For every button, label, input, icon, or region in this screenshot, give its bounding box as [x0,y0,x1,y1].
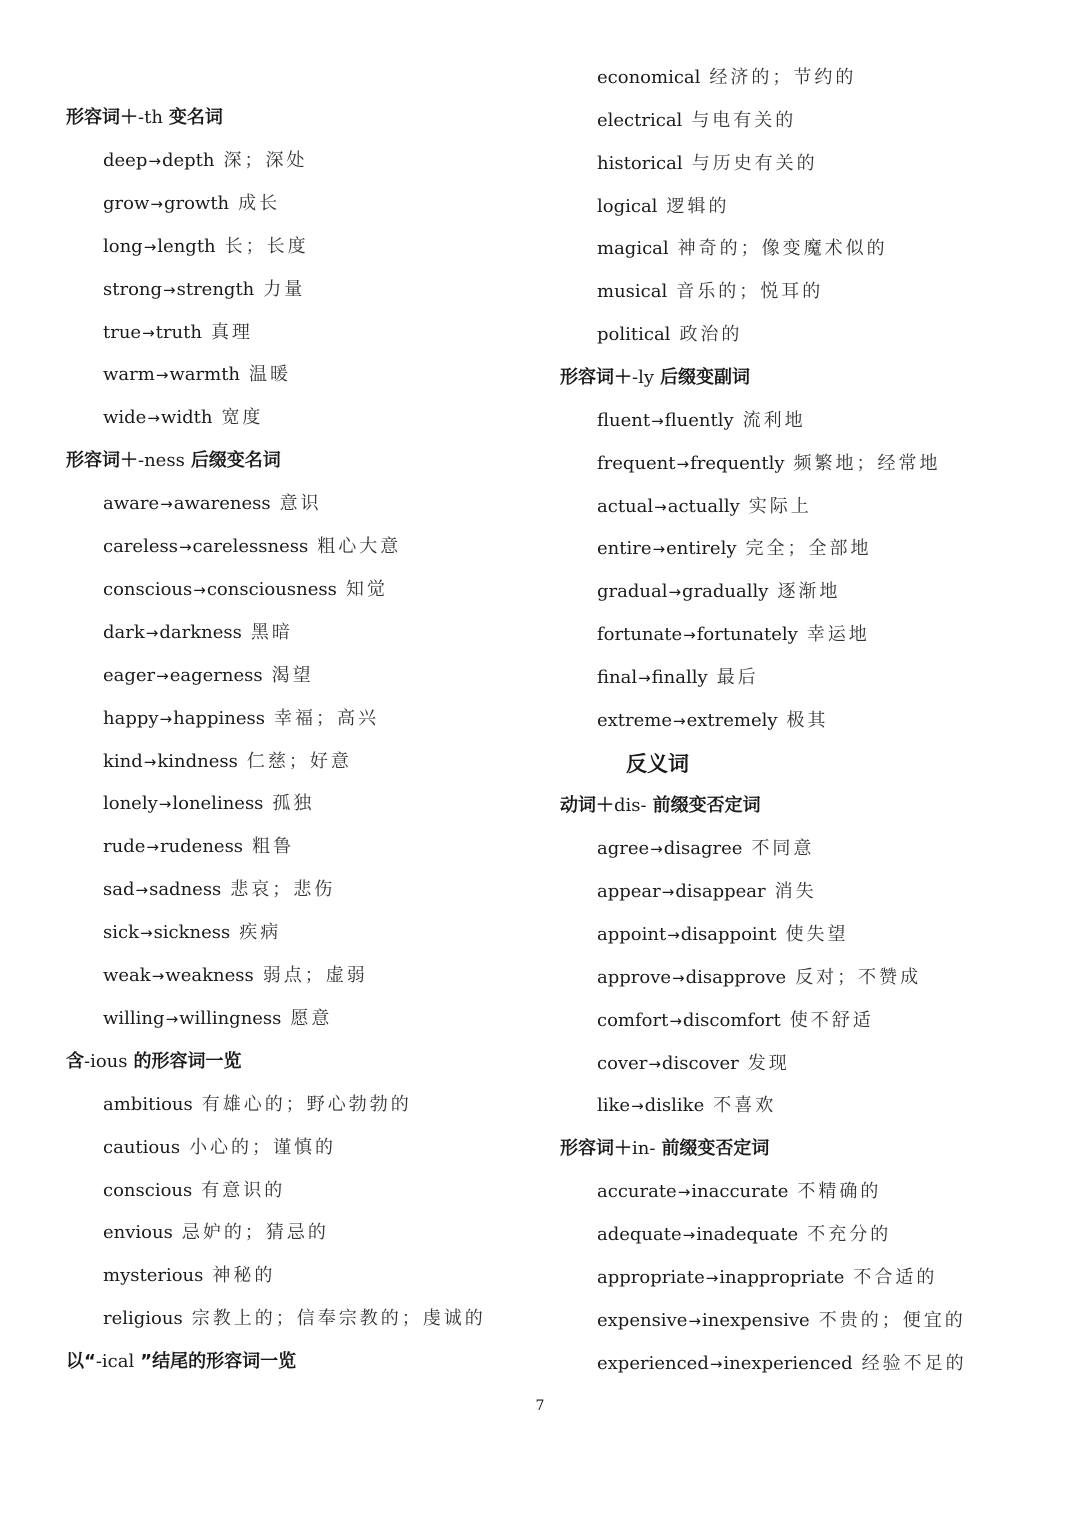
chinese-meaning: 音乐的；悦耳的 [676,281,824,303]
vocab-entry [597,537,872,561]
arrow-icon: → [631,1097,644,1116]
chinese-meaning: 幸运地 [806,624,870,646]
chinese-meaning: 不喜欢 [713,1095,777,1117]
vocab-entry [103,578,388,602]
chinese-meaning: 意识 [279,493,322,515]
derived-word: actually [667,495,740,517]
chinese-meaning: 知觉 [345,578,388,600]
vocab-entry [103,1136,336,1160]
arrow-icon: → [143,752,157,771]
arrow-icon: → [709,1354,723,1373]
chinese-meaning: 极其 [786,709,829,731]
arrow-icon: → [688,1311,701,1330]
heading-zh-suffix: 后缀变副词 [660,366,751,388]
arrow-icon: → [668,583,682,602]
vocab-entry [103,964,368,988]
derived-word: inappropriate [719,1266,845,1288]
base-word: appropriate [597,1266,705,1288]
vocab-entry [103,878,335,902]
base-word: eager [103,664,156,686]
vocab-entry [103,149,307,173]
vocab-entry [103,792,314,816]
chinese-meaning: 完全；全部地 [745,538,872,560]
arrow-icon: → [145,623,159,642]
vocab-entry [103,621,293,645]
vocab-entry [597,709,829,733]
heading-zh: 形容词＋ [66,450,138,472]
vocab-entry [597,880,817,904]
vocab-entry [597,152,818,176]
arrow-icon: → [139,924,153,943]
vocab-entry [103,1093,412,1117]
base-word: dark [103,621,145,643]
section-heading [66,449,281,473]
arrow-icon: → [135,881,149,900]
chinese-meaning: 逐渐地 [777,581,841,603]
vocab-entry [103,1264,275,1288]
arrow-icon: → [654,497,667,516]
base-word: true [103,321,142,343]
chinese-meaning: 逻辑的 [666,195,730,217]
arrow-icon: → [673,711,686,730]
base-word: willing [103,1007,165,1029]
chinese-meaning: 深；深处 [223,149,308,171]
derived-word: inadequate [696,1223,799,1245]
base-word: weak [103,965,151,986]
heading-zh: 以“ [66,1351,96,1373]
derived-word: finally [651,666,708,688]
vocab-entry [597,1180,881,1204]
derived-word: discomfort [682,1009,781,1031]
heading-zh: 动词＋ [560,795,614,817]
chinese-meaning: 与电有关的 [691,109,797,131]
chinese-meaning: 神秘的 [212,1265,276,1287]
derived-word: depth [161,149,215,171]
word: logical [597,195,658,217]
chinese-meaning: 有雄心的；野心勃勃的 [201,1093,412,1115]
heading-affix: in- [632,1138,656,1160]
derived-word: sadness [149,879,222,901]
section-heading [560,366,750,390]
derived-word: warmth [169,364,241,386]
base-word: like [597,1095,631,1117]
heading-zh: 形容词＋ [66,107,138,128]
chinese-meaning: 不贵的；便宜的 [818,1309,966,1331]
chinese-meaning: 宗教上的；信奉宗教的；虔诚的 [191,1308,486,1330]
chinese-meaning: 与历史有关的 [691,152,818,174]
vocab-entry [103,1007,332,1031]
vocab-entry [597,666,759,690]
arrow-icon: → [683,626,696,645]
base-word: fortunate [597,624,683,646]
base-word: sad [103,879,135,901]
chinese-meaning: 孤独 [272,793,315,815]
base-word: adequate [597,1223,682,1245]
chinese-meaning: 不精确的 [797,1181,882,1203]
chinese-meaning: 使不舒适 [789,1009,874,1031]
base-word: wide [103,407,147,429]
chinese-meaning: 疾病 [239,922,282,944]
vocab-entry [103,750,352,774]
base-word: actual [597,495,654,517]
vocab-entry [103,321,253,345]
chinese-meaning: 宽度 [221,407,264,429]
base-word: strong [103,278,163,300]
base-word: conscious [103,578,193,600]
section-heading [66,1050,242,1074]
chinese-meaning: 粗鲁 [252,836,295,858]
vocab-entry [597,323,742,347]
arrow-icon: → [638,668,651,687]
chinese-meaning: 真理 [210,321,253,343]
antonyms-heading: 反义词 [626,751,689,776]
vocab-entry [103,235,309,259]
heading-zh-suffix: 的形容词一览 [133,1050,242,1072]
arrow-icon: → [193,580,206,599]
derived-word: width [160,407,213,429]
vocab-entry [597,237,888,261]
derived-word: discover [661,1052,739,1074]
derived-word: rudeness [159,836,244,858]
vocab-entry [103,492,322,516]
vocab-entry [103,278,305,302]
vocab-entry [597,1266,937,1290]
chinese-meaning: 黑暗 [250,621,293,643]
chinese-meaning: 不合适的 [853,1266,938,1288]
vocab-entry [597,1352,967,1376]
vocab-entry [597,1309,966,1333]
heading-zh-suffix: 前缀变否定词 [661,1138,770,1160]
derived-word: length [157,235,216,257]
heading-affix: -th [138,107,163,128]
derived-word: disagree [663,838,743,860]
arrow-icon: → [156,666,169,685]
heading-affix: -ious [84,1050,128,1072]
chinese-meaning: 力量 [263,278,306,300]
derived-word: gradually [682,581,769,603]
arrow-icon: → [672,968,685,987]
vocab-entry [597,1223,891,1247]
vocab-entry [597,966,921,990]
derived-word: willingness [179,1007,282,1029]
chinese-meaning: 有意识的 [201,1179,286,1201]
chinese-meaning: 流利地 [742,409,806,431]
base-word: experienced [597,1352,709,1374]
vocab-entry [103,921,281,945]
base-word: deep [103,149,148,171]
derived-word: entirely [666,538,737,560]
word: cautious [103,1136,181,1158]
vocab-entry [597,66,856,90]
derived-word: inexpensive [701,1309,810,1331]
vocab-entry [597,580,840,604]
arrow-icon: → [146,838,159,857]
base-word: lonely [103,793,158,815]
vocab-entry [103,406,263,430]
vocab-entry [103,192,280,216]
vocab-entry [103,535,401,559]
derived-word: truth [155,321,202,343]
chinese-meaning: 悲哀；悲伤 [230,879,336,901]
vocab-entry [103,1307,486,1331]
heading-zh: 形容词＋ [560,1138,632,1160]
chinese-meaning: 反对；不赞成 [795,966,922,988]
derived-word: darkness [159,621,242,643]
base-word: entire [597,538,652,560]
arrow-icon: → [158,795,172,814]
derived-word: extremely [686,709,778,731]
word: electrical [597,109,683,131]
arrow-icon: → [159,709,173,728]
section-heading [66,106,223,130]
vocab-entry [597,623,870,647]
chinese-meaning: 发现 [747,1052,790,1074]
word: historical [597,152,683,174]
heading-zh-suffix: 变名词 [168,107,223,128]
base-word: appear [597,881,661,903]
arrow-icon: → [155,366,169,385]
chinese-meaning: 频繁地；经常地 [793,452,941,474]
base-word: fluent [597,409,651,431]
word: envious [103,1222,173,1244]
vocab-entry [597,923,849,947]
heading-affix: -ical [95,1351,135,1373]
heading-affix: -ly [632,366,655,388]
derived-word: disappear [675,881,766,903]
heading-zh-suffix: 后缀变名词 [190,450,281,472]
derived-word: loneliness [172,793,264,815]
arrow-icon: → [148,151,161,170]
vocab-entry [597,837,814,861]
heading-zh: 含 [66,1050,84,1072]
derived-word: sickness [153,922,231,944]
derived-word: inaccurate [691,1181,789,1203]
section-heading [560,1137,769,1161]
base-word: accurate [597,1181,677,1203]
base-word: kind [103,750,143,772]
base-word: long [103,235,143,257]
base-word: sick [103,922,139,944]
arrow-icon: → [142,323,155,342]
chinese-meaning: 粗心大意 [317,536,402,557]
derived-word: happiness [173,707,265,729]
arrow-icon: → [667,926,680,944]
heading-zh-suffix: 前缀变否定词 [652,795,761,817]
chinese-meaning: 成长 [238,192,281,214]
heading-zh-suffix: ”结尾的形容词一览 [140,1351,297,1373]
arrow-icon: → [178,538,192,556]
chinese-meaning: 消失 [774,881,817,903]
base-word: approve [597,966,672,988]
chinese-meaning: 愿意 [290,1007,333,1029]
base-word: frequent [597,452,676,474]
base-word: grow [103,192,150,214]
vocab-entry [597,195,729,219]
vocab-entry [103,835,294,859]
vocab-entry [597,495,812,519]
arrow-icon: → [650,840,663,859]
word: conscious [103,1179,193,1201]
base-word: extreme [597,709,673,731]
word: political [597,324,671,346]
derived-word: frequently [690,452,785,474]
vocab-entry [597,1052,790,1076]
word: musical [597,281,668,303]
vocab-entry [103,664,314,688]
chinese-meaning: 仁慈；好意 [246,750,352,772]
vocab-entry [597,109,796,133]
vocab-entry [597,409,806,433]
derived-word: kindness [157,750,238,772]
base-word: final [597,666,638,688]
derived-word: growth [163,192,230,214]
chinese-meaning: 经验不足的 [861,1352,967,1374]
base-word: agree [597,838,650,860]
arrow-icon: → [651,411,664,430]
word: economical [597,67,701,88]
derived-word: inexperienced [723,1352,853,1374]
word: religious [103,1308,183,1330]
derived-word: carelessness [192,536,309,557]
arrow-icon: → [676,454,690,473]
vocab-entry [103,363,291,387]
arrow-icon: → [160,495,173,514]
base-word: expensive [597,1309,688,1331]
arrow-icon: → [669,1011,682,1030]
derived-word: fortunately [696,624,798,646]
chinese-meaning: 温暖 [249,364,292,386]
arrow-icon: → [648,1054,661,1073]
derived-word: eagerness [169,664,263,686]
base-word: happy [103,707,159,729]
arrow-icon: → [163,280,176,299]
derived-word: awareness [173,493,271,515]
vocab-entry [103,1179,285,1203]
vocab-entry [597,1009,874,1033]
chinese-meaning: 不同意 [751,838,815,860]
vocab-entry [597,452,941,476]
derived-word: fluently [664,409,734,431]
arrow-icon: → [677,1183,691,1202]
derived-word: dislike [644,1095,705,1117]
arrow-icon: → [661,883,675,902]
base-word: gradual [597,581,668,603]
derived-word: disappoint [680,924,777,945]
base-word: aware [103,493,160,515]
heading-affix: -ness [138,450,185,472]
chinese-meaning: 实际上 [748,495,812,517]
word: mysterious [103,1265,204,1287]
chinese-meaning: 小心的；谨慎的 [189,1136,337,1158]
chinese-meaning: 忌妒的；猜忌的 [181,1222,329,1244]
base-word: careless [103,536,178,557]
heading-zh: 形容词＋ [560,366,632,388]
arrow-icon: → [150,194,163,213]
derived-word: consciousness [206,578,337,600]
chinese-meaning: 不充分的 [807,1223,892,1245]
chinese-meaning: 经济的；节约的 [709,67,857,88]
derived-word: strength [176,278,255,300]
chinese-meaning: 弱点；虚弱 [262,965,368,986]
vocab-entry [597,280,823,304]
vocab-entry [103,707,379,731]
chinese-meaning: 政治的 [679,324,743,346]
arrow-icon: → [705,1268,719,1287]
base-word: rude [103,836,146,858]
arrow-icon: → [165,1009,179,1028]
arrow-icon: → [151,967,165,985]
derived-word: weakness [165,965,254,986]
chinese-meaning: 使失望 [785,924,849,945]
page-number: 7 [535,1398,545,1414]
arrow-icon: → [682,1225,696,1244]
chinese-meaning: 幸福；高兴 [273,707,379,729]
chinese-meaning: 最后 [716,666,759,688]
base-word: appoint [597,924,667,945]
derived-word: disapprove [685,966,787,988]
chinese-meaning: 渴望 [271,664,314,686]
arrow-icon: → [147,409,160,428]
heading-affix: dis- [614,795,647,817]
chinese-meaning: 神奇的；像变魔术似的 [677,238,888,260]
word: magical [597,238,669,260]
arrow-icon: → [652,540,666,559]
vocab-entry [103,1221,329,1245]
base-word: cover [597,1052,648,1074]
chinese-meaning: 长；长度 [224,235,309,257]
base-word: warm [103,364,155,386]
word: ambitious [103,1093,193,1115]
section-heading [66,1350,296,1374]
base-word: comfort [597,1009,669,1031]
vocab-entry [597,1094,776,1118]
arrow-icon: → [143,237,157,256]
section-heading [560,794,761,818]
